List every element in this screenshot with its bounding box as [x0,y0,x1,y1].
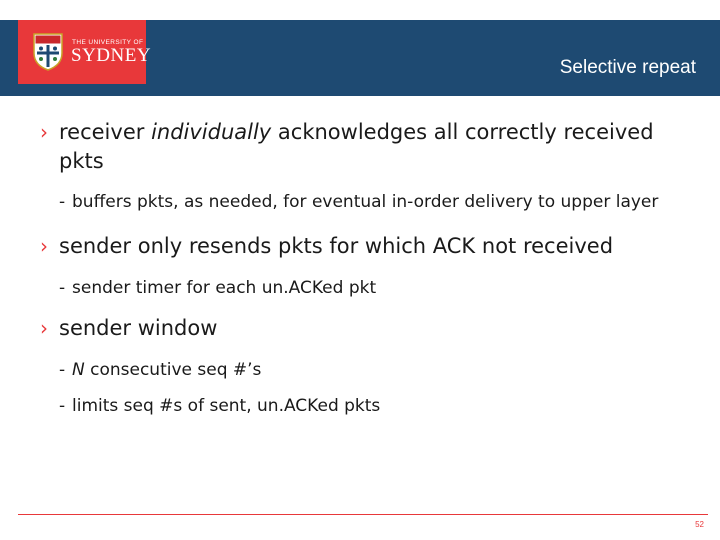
bullet-text: sender window [59,316,218,340]
bullet-arrow-icon: › [40,234,48,258]
bullet-emphasis: individually [151,120,272,144]
bullet-text-part: receiver [59,120,152,144]
bullet-item [40,118,700,176]
sub-bullet-text: buffers pkts, as needed, for eventual in-order delivery to upper layer [72,192,659,212]
bullet-item [40,314,700,343]
footer-divider [18,514,708,515]
sub-bullet-dash: - [59,192,66,212]
sub-bullet-item [40,189,700,215]
page-number: 52 [695,520,704,529]
logo-small-text: THE UNIVERSITY OF [72,39,144,46]
bullet-item [40,232,700,261]
sub-bullet-dash: - [59,360,66,380]
sub-bullet-text: consecutive seq #’s [84,360,262,380]
sub-bullet-text: limits seq #s of sent, un.ACKed pkts [72,396,381,416]
university-logo [18,20,152,84]
slide-content [40,118,700,419]
crest-icon [33,33,63,71]
sub-bullet-dash: - [59,396,66,416]
bullet-arrow-icon: › [40,120,48,144]
slide-title: Selective repeat [559,57,696,78]
logo-big-text: SYDNEY [71,45,152,66]
bullet-text: sender only resends pkts for which ACK not received [59,234,614,258]
sub-bullet-dash: - [59,278,66,298]
sub-bullet-item [40,275,700,301]
sub-bullet-item [40,357,700,383]
sub-bullet-item [40,393,700,419]
sub-bullet-text: sender timer for each un.ACKed pkt [72,278,377,298]
sub-bullet-emphasis: N [72,360,85,380]
bullet-text-part: acknowledges all correctly received pkts [59,120,654,173]
bullet-arrow-icon: › [40,316,48,340]
